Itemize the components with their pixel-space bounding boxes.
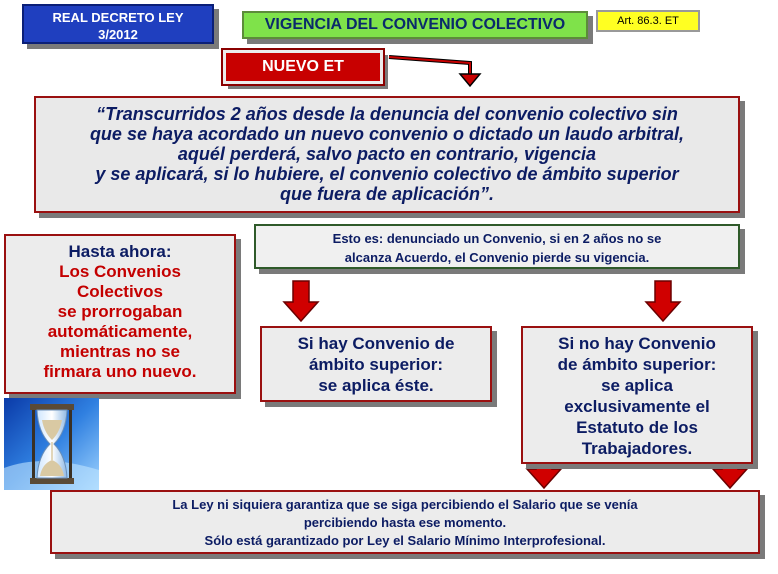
- si-hay-line: se aplica éste.: [318, 376, 434, 395]
- no-hay-line: Trabajadores.: [581, 439, 693, 458]
- ley-line: percibiendo hasta ese momento.: [303, 515, 507, 530]
- si-hay-line: ámbito superior:: [308, 355, 444, 374]
- hourglass-icon: [4, 398, 99, 490]
- quote-line: “Transcurridos 2 años desde la denuncia del convenio colectivo sin: [96, 104, 678, 124]
- hasta-ahora-line: mientras no se: [60, 342, 180, 361]
- title-box: VIGENCIA DEL CONVENIO COLECTIVO: [242, 11, 588, 39]
- no-hay-line: se aplica: [601, 376, 673, 395]
- hasta-ahora-heading: Hasta ahora:: [68, 242, 172, 261]
- quote-line: que fuera de aplicación”.: [279, 184, 495, 204]
- hasta-ahora-red-line: Los Convenios: [59, 262, 181, 281]
- esto-es-line: Esto es: denunciado un Convenio, si en 2 años no se: [332, 231, 662, 246]
- nuevo-et-box: NUEVO ET: [223, 50, 383, 84]
- elbow-arrowhead: [460, 74, 480, 86]
- esto-es-line: alcanza Acuerdo, el Convenio pierde su vigencia.: [344, 250, 650, 265]
- no-hay-line: Estatuto de los: [576, 418, 698, 437]
- decree-line-2: 3/2012: [98, 27, 138, 42]
- hasta-ahora-line: firmara uno nuevo.: [43, 362, 197, 381]
- esto-es-box: [254, 224, 740, 269]
- quote-line: aquél perderá, salvo pacto en contrario, vigencia: [177, 144, 597, 164]
- hasta-ahora-line: automáticamente,: [47, 322, 193, 341]
- arrow-down-right: [646, 281, 680, 321]
- no-hay-line: de ámbito superior:: [557, 355, 717, 374]
- decree-line-1: REAL DECRETO LEY: [52, 10, 184, 25]
- hasta-ahora-red-line: Colectivos: [77, 282, 163, 301]
- quote-line: que se haya acordado un nuevo convenio o dictado un laudo arbitral,: [89, 124, 685, 144]
- article-ref-badge: Art. 86.3. ET: [596, 10, 700, 32]
- ley-line: Sólo está garantizado por Ley el Salario Mínimo Interprofesional.: [204, 533, 606, 548]
- arrow-down-left: [284, 281, 318, 321]
- si-hay-line: Si hay Convenio de: [297, 334, 455, 353]
- hasta-ahora-line: se prorrogaban: [57, 302, 183, 321]
- decree-box: [22, 4, 214, 44]
- no-hay-line: exclusivamente el: [564, 397, 710, 416]
- no-hay-convenio-box: [521, 326, 753, 464]
- quote-line: y se aplicará, si lo hubiere, el convenio colectivo de ámbito superior: [95, 164, 679, 184]
- quote-box: [34, 96, 740, 213]
- hasta-ahora-box: [4, 234, 236, 394]
- si-hay-convenio-box: [260, 326, 492, 402]
- ley-line: La Ley ni siquiera garantiza que se siga percibiendo el Salario que se venía: [172, 497, 638, 512]
- no-hay-line: Si no hay Convenio: [558, 334, 716, 353]
- ley-salario-box: [50, 490, 760, 554]
